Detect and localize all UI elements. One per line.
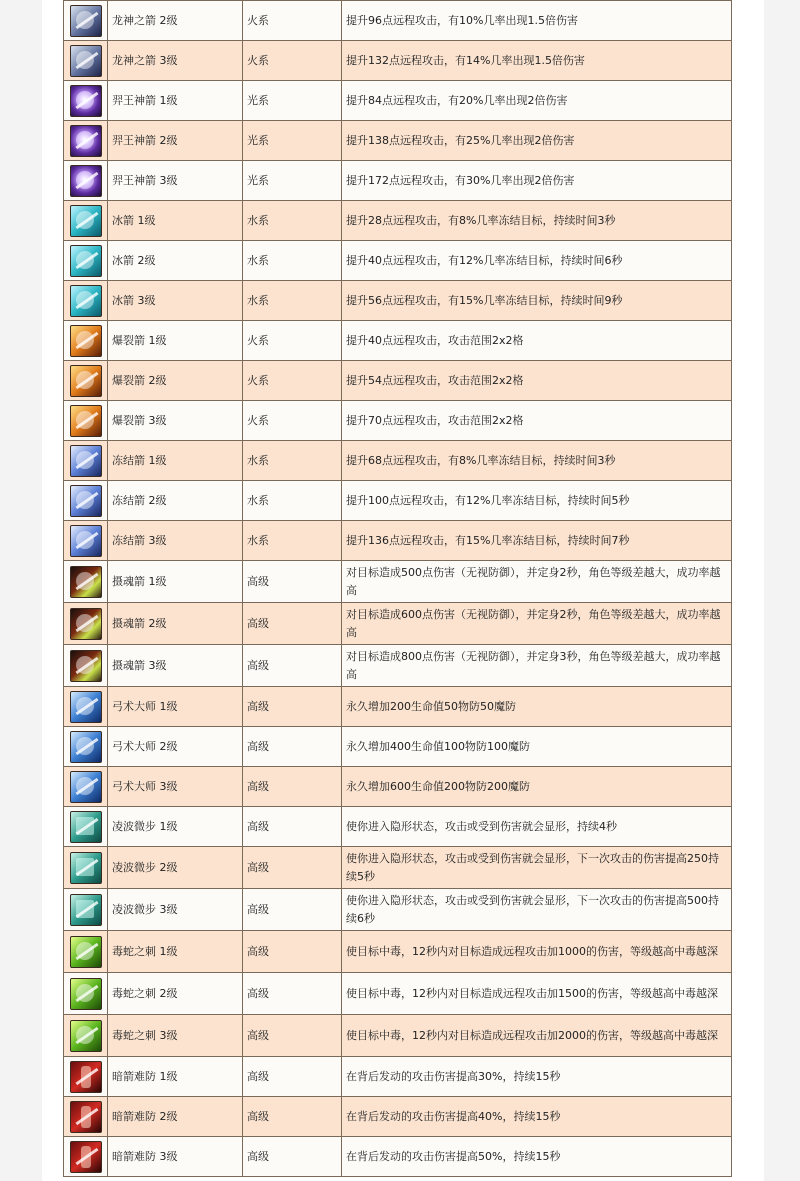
skill-name: 爆裂箭 3级 (108, 401, 243, 441)
skill-description: 对目标造成600点伤害（无视防御），并定身2秒，角色等级差越大，成功率越高 (342, 603, 732, 645)
skill-table (63, 0, 732, 1177)
skill-row (64, 1137, 732, 1177)
skill-name: 羿王神箭 1级 (108, 81, 243, 121)
skill-row (64, 889, 732, 931)
skill-row (64, 561, 732, 603)
skill-name: 暗箭难防 2级 (108, 1097, 243, 1137)
skill-icon-cell (64, 807, 108, 847)
skill-row (64, 81, 732, 121)
skill-name: 毒蛇之刺 3级 (108, 1015, 243, 1057)
skill-description: 使你进入隐形状态，攻击或受到伤害就会显形，持续4秒 (342, 807, 732, 847)
skill-icon-cell (64, 1057, 108, 1097)
skill-row (64, 401, 732, 441)
skill-description: 提升136点远程攻击，有15%几率冻结目标，持续时间7秒 (342, 521, 732, 561)
skill-name: 凌波微步 1级 (108, 807, 243, 847)
skill-name: 冰箭 3级 (108, 281, 243, 321)
skill-icon-cell (64, 931, 108, 973)
skill-icon-cell (64, 281, 108, 321)
skill-row (64, 1097, 732, 1137)
freeze-arrow-icon (70, 525, 102, 557)
skill-icon-cell (64, 161, 108, 201)
skill-name: 冰箭 2级 (108, 241, 243, 281)
skill-description: 提升54点远程攻击，攻击范围2x2格 (342, 361, 732, 401)
skill-row (64, 481, 732, 521)
skill-type: 高级 (243, 1097, 342, 1137)
skill-type: 高级 (243, 973, 342, 1015)
skill-type: 高级 (243, 645, 342, 687)
dark-arrow-icon (70, 1101, 102, 1133)
skill-name: 凌波微步 3级 (108, 889, 243, 931)
archery-master-icon (70, 691, 102, 723)
skill-description: 使目标中毒，12秒内对目标造成远程攻击加1500的伤害，等级越高中毒越深 (342, 973, 732, 1015)
skill-type: 高级 (243, 561, 342, 603)
skill-description: 使你进入隐形状态，攻击或受到伤害就会显形，下一次攻击的伤害提高250持续5秒 (342, 847, 732, 889)
skill-description: 提升68点远程攻击，有8%几率冻结目标，持续时间3秒 (342, 441, 732, 481)
skill-type: 火系 (243, 401, 342, 441)
skill-icon-cell (64, 321, 108, 361)
skill-description: 在背后发动的攻击伤害提高40%，持续15秒 (342, 1097, 732, 1137)
skill-icon-cell (64, 1097, 108, 1137)
skill-type: 水系 (243, 441, 342, 481)
ice-arrow-icon (70, 205, 102, 237)
dark-arrow-icon (70, 1061, 102, 1093)
skill-type: 高级 (243, 727, 342, 767)
skill-icon-cell (64, 81, 108, 121)
skill-name: 冻结箭 3级 (108, 521, 243, 561)
skill-row (64, 973, 732, 1015)
page-edge-right (764, 0, 800, 1181)
skill-description: 在背后发动的攻击伤害提高30%，持续15秒 (342, 1057, 732, 1097)
skill-row (64, 241, 732, 281)
soul-arrow-icon (70, 650, 102, 682)
skill-type: 高级 (243, 1015, 342, 1057)
snake-sting-icon (70, 936, 102, 968)
skill-description: 提升84点远程攻击，有20%几率出现2倍伤害 (342, 81, 732, 121)
skill-icon-cell (64, 441, 108, 481)
skill-icon-cell (64, 201, 108, 241)
skill-row (64, 847, 732, 889)
skill-row (64, 521, 732, 561)
skill-table-body (64, 1, 732, 1177)
skill-name: 摄魂箭 2级 (108, 603, 243, 645)
skill-name: 羿王神箭 2级 (108, 121, 243, 161)
skill-name: 龙神之箭 3级 (108, 41, 243, 81)
skill-type: 高级 (243, 889, 342, 931)
skill-description: 使目标中毒，12秒内对目标造成远程攻击加2000的伤害，等级越高中毒越深 (342, 1015, 732, 1057)
skill-description: 提升172点远程攻击，有30%几率出现2倍伤害 (342, 161, 732, 201)
snake-sting-icon (70, 978, 102, 1010)
skill-name: 弓术大师 2级 (108, 727, 243, 767)
skill-type: 火系 (243, 1, 342, 41)
skill-name: 爆裂箭 1级 (108, 321, 243, 361)
skill-icon-cell (64, 241, 108, 281)
skill-icon-cell (64, 41, 108, 81)
skill-description: 提升28点远程攻击，有8%几率冻结目标，持续时间3秒 (342, 201, 732, 241)
dark-arrow-icon (70, 1141, 102, 1173)
wave-step-icon (70, 852, 102, 884)
skill-type: 火系 (243, 41, 342, 81)
light-arrow-icon (70, 165, 102, 197)
skill-description: 提升96点远程攻击，有10%几率出现1.5倍伤害 (342, 1, 732, 41)
skill-name: 摄魂箭 3级 (108, 645, 243, 687)
skill-type: 高级 (243, 1137, 342, 1177)
skill-row (64, 727, 732, 767)
skill-row (64, 281, 732, 321)
skill-row (64, 767, 732, 807)
skill-row (64, 361, 732, 401)
burst-arrow-icon (70, 365, 102, 397)
skill-type: 高级 (243, 603, 342, 645)
ice-arrow-icon (70, 245, 102, 277)
skill-icon-cell (64, 973, 108, 1015)
skill-icon-cell (64, 603, 108, 645)
skill-type: 高级 (243, 847, 342, 889)
skill-type: 水系 (243, 481, 342, 521)
skill-row (64, 41, 732, 81)
skill-type: 光系 (243, 121, 342, 161)
skill-row (64, 321, 732, 361)
skill-name: 摄魂箭 1级 (108, 561, 243, 603)
skill-icon-cell (64, 361, 108, 401)
skill-row (64, 441, 732, 481)
skill-type: 水系 (243, 241, 342, 281)
skill-description: 提升100点远程攻击，有12%几率冻结目标，持续时间5秒 (342, 481, 732, 521)
skill-description: 提升70点远程攻击，攻击范围2x2格 (342, 401, 732, 441)
page-edge-left (0, 0, 42, 1181)
skill-type: 高级 (243, 807, 342, 847)
skill-description: 使目标中毒，12秒内对目标造成远程攻击加1000的伤害，等级越高中毒越深 (342, 931, 732, 973)
skill-type: 火系 (243, 361, 342, 401)
skill-type: 水系 (243, 201, 342, 241)
skill-name: 凌波微步 2级 (108, 847, 243, 889)
skill-icon-cell (64, 561, 108, 603)
skill-icon-cell (64, 1015, 108, 1057)
burst-arrow-icon (70, 405, 102, 437)
skill-description: 提升40点远程攻击，攻击范围2x2格 (342, 321, 732, 361)
light-arrow-icon (70, 125, 102, 157)
skill-type: 高级 (243, 931, 342, 973)
skill-icon-cell (64, 1137, 108, 1177)
skill-type: 高级 (243, 1057, 342, 1097)
skill-row (64, 1, 732, 41)
skill-type: 水系 (243, 281, 342, 321)
skill-description: 提升138点远程攻击，有25%几率出现2倍伤害 (342, 121, 732, 161)
skill-description: 提升132点远程攻击，有14%几率出现1.5倍伤害 (342, 41, 732, 81)
ice-arrow-icon (70, 285, 102, 317)
skill-description: 在背后发动的攻击伤害提高50%，持续15秒 (342, 1137, 732, 1177)
skill-name: 暗箭难防 1级 (108, 1057, 243, 1097)
skill-row (64, 807, 732, 847)
skill-description: 提升56点远程攻击，有15%几率冻结目标，持续时间9秒 (342, 281, 732, 321)
skill-icon-cell (64, 727, 108, 767)
skill-description: 永久增加400生命值100物防100魔防 (342, 727, 732, 767)
skill-description: 提升40点远程攻击，有12%几率冻结目标，持续时间6秒 (342, 241, 732, 281)
skill-name: 羿王神箭 3级 (108, 161, 243, 201)
skill-name: 冻结箭 1级 (108, 441, 243, 481)
skill-icon-cell (64, 1, 108, 41)
skill-row (64, 161, 732, 201)
skill-icon-cell (64, 687, 108, 727)
skill-row (64, 201, 732, 241)
archery-master-icon (70, 771, 102, 803)
skill-icon-cell (64, 521, 108, 561)
skill-icon-cell (64, 481, 108, 521)
skill-name: 毒蛇之刺 2级 (108, 973, 243, 1015)
skill-name: 爆裂箭 2级 (108, 361, 243, 401)
skill-name: 冻结箭 2级 (108, 481, 243, 521)
skill-icon-cell (64, 767, 108, 807)
skill-name: 弓术大师 3级 (108, 767, 243, 807)
soul-arrow-icon (70, 608, 102, 640)
archery-master-icon (70, 731, 102, 763)
skill-icon-cell (64, 847, 108, 889)
skill-icon-cell (64, 645, 108, 687)
skill-type: 高级 (243, 687, 342, 727)
wave-step-icon (70, 811, 102, 843)
skill-row (64, 1057, 732, 1097)
skill-icon-cell (64, 889, 108, 931)
skill-name: 冰箭 1级 (108, 201, 243, 241)
skill-name: 暗箭难防 3级 (108, 1137, 243, 1177)
skill-type: 光系 (243, 81, 342, 121)
soul-arrow-icon (70, 566, 102, 598)
snake-sting-icon (70, 1020, 102, 1052)
skill-description: 永久增加600生命值200物防200魔防 (342, 767, 732, 807)
skill-description: 永久增加200生命值50物防50魔防 (342, 687, 732, 727)
freeze-arrow-icon (70, 445, 102, 477)
skill-type: 高级 (243, 767, 342, 807)
skill-row (64, 603, 732, 645)
skill-description: 对目标造成500点伤害（无视防御），并定身2秒，角色等级差越大，成功率越高 (342, 561, 732, 603)
skill-row (64, 687, 732, 727)
skill-name: 弓术大师 1级 (108, 687, 243, 727)
skill-name: 龙神之箭 2级 (108, 1, 243, 41)
skill-row (64, 645, 732, 687)
skill-name: 毒蛇之刺 1级 (108, 931, 243, 973)
skill-icon-cell (64, 121, 108, 161)
skill-type: 火系 (243, 321, 342, 361)
skill-row (64, 1015, 732, 1057)
dragon-arrow-icon (70, 5, 102, 37)
skill-type: 光系 (243, 161, 342, 201)
skill-description: 对目标造成800点伤害（无视防御），并定身3秒，角色等级差越大，成功率越高 (342, 645, 732, 687)
burst-arrow-icon (70, 325, 102, 357)
skill-row (64, 121, 732, 161)
dragon-arrow-icon (70, 45, 102, 77)
skill-type: 水系 (243, 521, 342, 561)
skill-icon-cell (64, 401, 108, 441)
light-arrow-icon (70, 85, 102, 117)
wave-step-icon (70, 894, 102, 926)
skill-description: 使你进入隐形状态，攻击或受到伤害就会显形，下一次攻击的伤害提高500持续6秒 (342, 889, 732, 931)
freeze-arrow-icon (70, 485, 102, 517)
skill-row (64, 931, 732, 973)
